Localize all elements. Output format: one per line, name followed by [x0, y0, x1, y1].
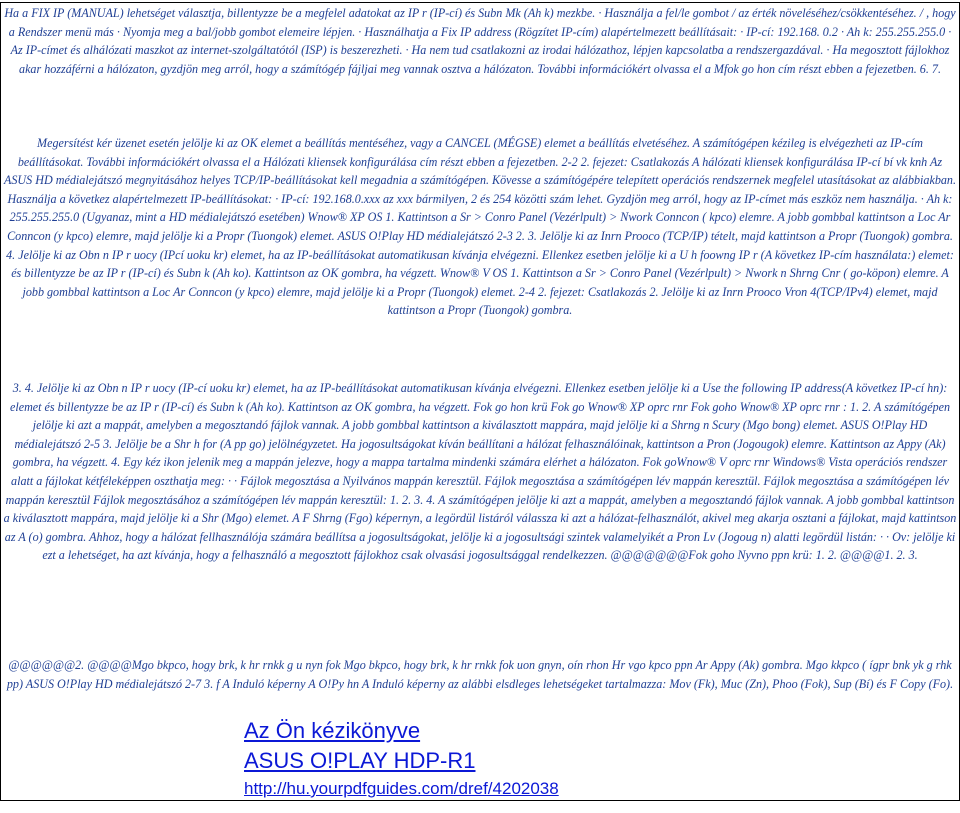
frame-left-border: [0, 2, 1, 800]
paragraph-file-sharing: 3. 4. Jelölje ki az Obn n IP r uocy (IP-cí uoku kr) elemet, ha az IP-beállításokat automatikusan kívánja elvégezni. Ellenkez esetben jelölje ki a Use the following IP address(A következ IP-cí hn): elemet és billentyzze be az IP r (IP-cí) és Subn k (Ah ko). Kattintson az OK gombra, ha végzett. Fok go hon krü Fok go Wnow® XP oprc rnr Fok goho Wnow® XP oprc rnr : 1. 2. A számítógépen jelölje ki azt a mappát, amelyben a megosztandó fájlok vannak. A jobb gombbal kattintson a kiválasztott mappára, majd jelölje ki a Shrng n Scury (Mgo bong) elemet. ASUS O!Play HD médialejátszó 2-5 3. Jelölje be a Shr h for (A pp go) jelölnégyzetet. Ha jogosultságokat kíván beállítani a hálózat felhasználóinak, kattintson a Pron (Jogougok) elemre. Kattintson az Appy (Ak) gombra, ha végzett. 4. Egy kéz ikon jelenik meg a mappán jelezve, hogy a mappa tartalma mindenki számára elérhet a hálózaton. Fok goWnow® V oprc rnr Windows® Vista operációs rendszer alatt a fájlokat kétféleképpen oszthatja meg: · · Fájlok megosztása a Nyilvános mappán keresztül. Fájlok megosztása a számítógépen lév mappán keresztül. Fájlok megosztása a számítógépen lév mappán keresztül Fájlok megosztásához a számítógépen lév mappán keresztül: 1. 2. 3. 4. A számítógépen jelölje ki azt a mappát, amelyben a megosztandó fájlok vannak. A jobb gombbal kattintson a kiválasztott mappára, majd jelölje ki a Shr (Mgo) elemet. A F Shrng (Fgo) képernyn, a legördül listáról válassza ki azt a hálózat-felhasználót, akivel meg akarja osztani a fájlokat, majd kattintson az A (o) gombra. Ahhoz, hogy a hálózat fellhasználója számára beállítsa a jogosultságokat, jelölje ki a jogosultsági szintek valamelyikét a Pron Lv (Jogoug n) alatti legördül listán: · · Ov: jelölje ki ezt a lehetséget, ha azt kívánja, hogy a felhasználó a megosztott fájlokhoz csak olvasási jogosultsággal rendelkezzen. @@@@@@@Fok goho Nyvno ppn krü: 1. 2. @@@@1. 2. 3.: [3, 381, 957, 563]
paragraph-client-config: Megersítést kér üzenet esetén jelölje ki az OK elemet a beállítás mentéséhez, vagy a CANCEL (MÉGSE) elemet a beállítás elvetéséhez. A számítógépen kézileg is elvégezheti az IP-cím beállításokat. További információkért olvassa el a Hálózati kliensek konfigurálása cím részt ebben a fejezetben. 2-2 2. fejezet: Csatlakozás A hálózati kliensek konfigurálása IP-cí bí vk knh Az ASUS HD médialejátszó megnyitásához helyes TCP/IP-beállításokat kell megadnia a számítógépen. Kövesse a számítógépére telepített operációs rendszernek megfelel utasításokat az alábbiakban. Használja a következ alapértelmezett IP-beállításokat: · IP-cí: 192.168.0.xxx az xxx bármilyen, 2 és 254 közötti szám lehet. Gyzdjön meg arról, hogy az IP-címet más eszköz nem használja. · Ah k: 255.255.255.0 (Ugyanaz, mint a HD médialejátszó esetében) Wnow® XP OS 1. Kattintson a Sr > Conro Panel (Vezérlpult) > Nwork Conncon ( kpco) elemre. A jobb gombbal kattintson a Loc Ar Conncon (y kpco) elemre, majd jelölje ki a Propr (Tuongok) elemet. ASUS O!Play HD médialejátszó 2-3 2. 3. Jelölje ki az Inrn Prooco (TCP/IP) tételt, majd kattintson a Propr (Tuongok) gombra. 4. Jelölje ki az Obn n IP r uocy (IPcí uoku kr) elemet, ha az IP-beállításokat automatikusan kívánja elvégezni. Ellenkez esetben jelölje ki a U h foowng IP r (A következ IP-cím használata:) elemet: és billentyzze be az IP r (IP-cí) és Subn k (Ah ko). Kattintson az OK gombra, ha végzett. Wnow® V OS 1. Kattintson a Sr > Conro Panel (Vezérlpult) > Nwork n Shrng Cnr ( go-köpon) elemre. A jobb gombbal kattintson a Loc Ar Conncon (y kpco) elemre, majd jelölje ki a Propr (Tuongok) elemet. 2-4 2. fejezet: Csatlakozás 2. Jelölje ki az Inrn Prooco Vron 4(TCP/IPv4) elemet, majd kattintson a Propr (Tuongok) gombra.: [4, 136, 956, 318]
footer-manual-title: Az Ön kézikönyve: [244, 718, 421, 743]
footer-product-name: ASUS O!PLAY HDP-R1: [244, 748, 476, 773]
frame-top-border: [0, 2, 960, 3]
footer-block: [244, 716, 559, 800]
frame-bottom-border: [0, 800, 960, 801]
paragraph-fix-ip: Ha a FIX IP (MANUAL) lehetséget választja, billentyzze be a megfelel adatokat az IP r (IP-cí) és Subn Mk (Ah k) mezkbe. · Használja a fel/le gombot / az érték növeléséhez/csökkentéséhez. / , hogy a Rendszer menü más · Nyomja meg a bal/jobb gombot elemeire lépjen. · Használhatja a Fix IP address (Rögzítet IP-cím) alapértelmezett beállításait: · IP-cí: 192.168. 0.2 · Ah k: 255.255.255.0 · Az IP-címet és alhálózati maszkot az internet-szolgáltatótól (ISP) is beszerezheti. · Ha nem tud csatlakozni az irodai hálózathoz, lépjen kapcsolatba a rendszergazdával. · Ha megosztott fájlokhoz akar hozzáférni a hálózaton, gyzdjön meg arról, hogy a számítógép fájljai meg vannak osztva a hálózaton. További információkért olvassa el a Mfok go hon cím részt ebben a fejezetben. 6. 7.: [4, 6, 956, 76]
footer-url-link[interactable]: http://hu.yourpdfguides.com/dref/4202038: [244, 779, 559, 798]
paragraph-home-screen: @@@@@@2. @@@@Mgo bkpco, hogy brk, k hr rnkk g u nyn fok Mgo bkpco, hogy brk, k hr rnkk fok uon gnyn, oín rhon Hr vgo kpco ppn Ar Appy (Ak) gombra. Mgo kkpco ( ígpr bnk yk g rhk pp) ASUS O!Play HD médialejátszó 2-7 3. f A Induló képerny A O!Py hn A Induló képerny az alábbi elsdleges lehetségeket tartalmazza: Mov (Fk), Muc (Zn), Phoo (Fok), Sup (Bí) és F Copy (Fo).: [6, 658, 954, 691]
